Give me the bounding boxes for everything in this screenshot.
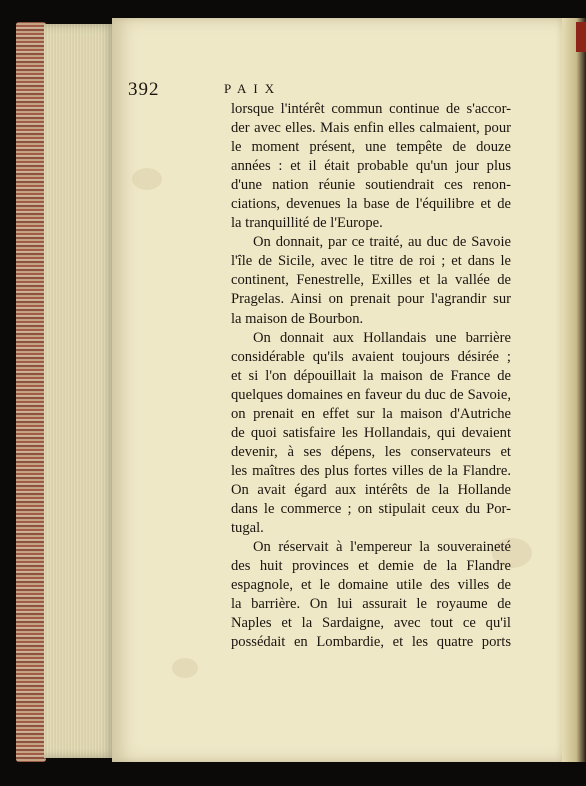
text-line: devenir, à ses dépens, les conservateurs et xyxy=(231,443,511,460)
text-line: et si l'on dépouillait la maison de France de xyxy=(231,367,511,384)
text-line: possédait en Lombardie, et les quatre ports xyxy=(231,634,511,651)
text-line: quelques domaines en faveur du duc de Savoie, xyxy=(231,386,511,403)
text-line: continent, Fenestrelle, Exilles et la vallée de xyxy=(231,272,511,289)
text-line: les maîtres des plus fortes villes de la Flandre. xyxy=(231,462,511,479)
text-line: On donnait, par ce traité, au duc de Savoie xyxy=(253,234,511,251)
text-line: ciations, devenues la base de l'équilibre et de xyxy=(231,196,511,213)
text-line: considérable qu'ils avaient toujours désirée ; xyxy=(231,348,511,365)
text-line: On donnait aux Hollandais une barrière xyxy=(253,329,511,346)
text-line: des huit provinces et demie de la Flandre xyxy=(231,558,511,575)
page-stack xyxy=(44,24,116,758)
text-line: lorsque l'intérêt commun continue de s'accor- xyxy=(231,101,511,117)
page-number: 392 xyxy=(128,79,160,100)
text-line: de quoi satisfaire les Hollandais, qui devaient xyxy=(231,424,511,441)
next-page-edge xyxy=(562,18,586,762)
page-header xyxy=(128,79,458,101)
text-line: On avait égard aux intérêts de la Hollande xyxy=(231,481,511,498)
text-line: Pragelas. Ainsi on prenait pour l'agrandir sur xyxy=(231,291,511,308)
text-line: la barrière. On lui assurait le royaume de xyxy=(231,596,511,613)
text-line: on prenait en effet sur la maison d'Autriche xyxy=(231,405,511,422)
body-text xyxy=(231,100,511,652)
text-line: der avec elles. Mais enfin elles calmaient, pour xyxy=(231,120,511,137)
text-line: d'une nation réunie soutiendrait ces renon- xyxy=(231,177,511,194)
text-line: Naples et la Sardaigne, avec tout ce qu'il xyxy=(231,615,511,632)
text-line: l'île de Sicile, avec le titre de roi ; et dans le xyxy=(231,253,511,270)
book-fore-edge xyxy=(16,22,46,762)
text-line: la tranquillité de l'Europe. xyxy=(231,215,383,232)
text-line: tugal. xyxy=(231,520,264,537)
running-title: PAIX xyxy=(224,81,282,96)
text-line: dans le commerce ; on stipulait ceux du Por- xyxy=(231,500,511,517)
text-line: On réservait à l'empereur la souveraineté xyxy=(253,539,511,556)
text-line: années : et il était probable qu'un jour plus xyxy=(231,158,511,175)
text-line: la maison de Bourbon. xyxy=(231,310,364,327)
text-line: le moment présent, une tempête de douze xyxy=(231,139,511,156)
text-line: espagnole, et le domaine utile des villes de xyxy=(231,577,511,594)
